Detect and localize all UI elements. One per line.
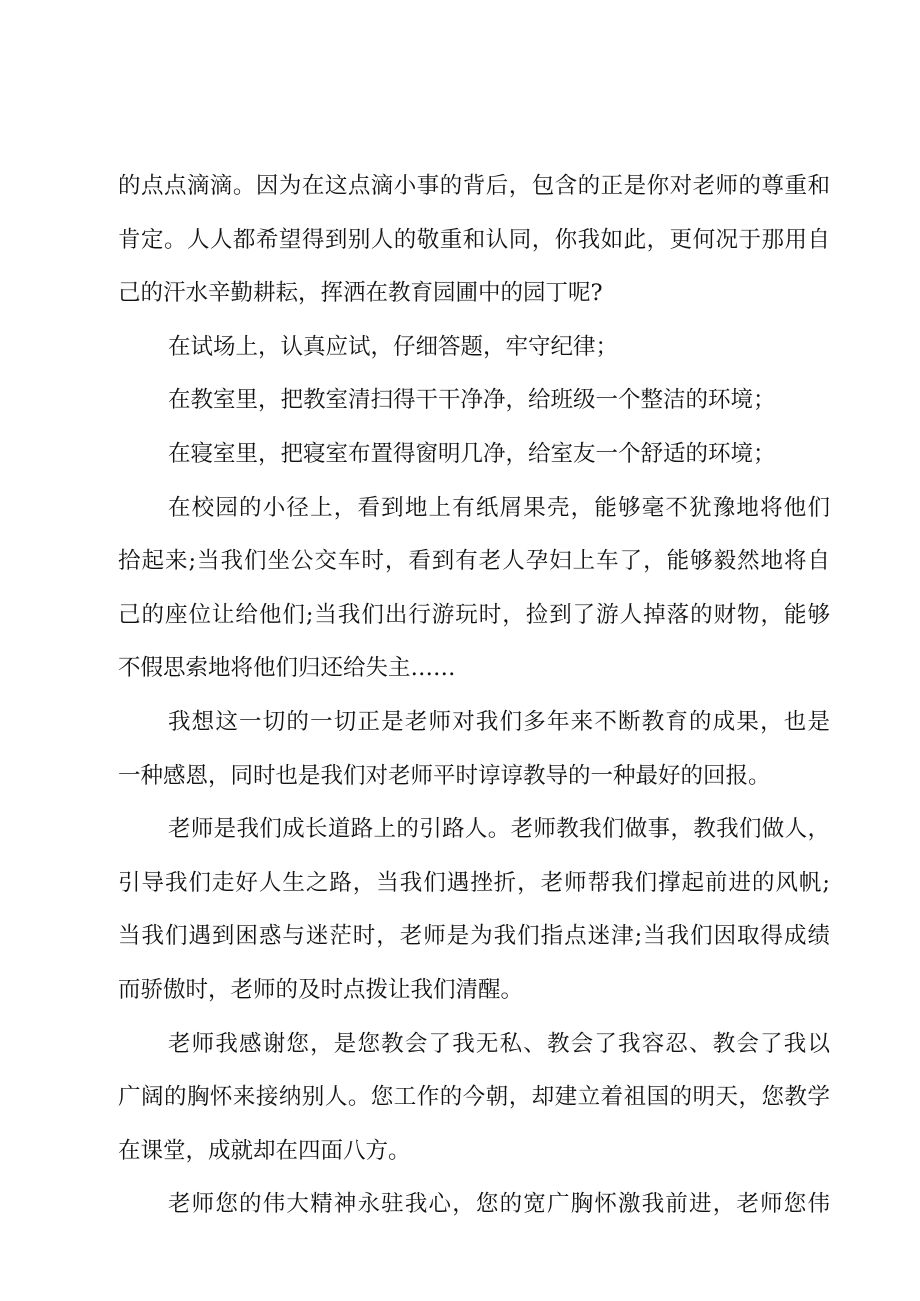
text-line: 的点点滴滴。因为在这点滴小事的背后，包含的正是你对老师的尊重和 (118, 173, 830, 199)
text-line: 肯定。人人都希望得到别人的敬重和认同，你我如此，更何况于那用自 (118, 226, 830, 253)
text-line: 己的座位让给他们;当我们出行游玩时，捡到了游人掉落的财物，能够 (118, 601, 830, 628)
text-line: 在校园的小径上，看到地上有纸屑果壳，能够毫不犹豫地将他们 (168, 494, 830, 521)
text-line: 当我们遇到困惑与迷茫时，老师是为我们指点迷津;当我们因取得成绩 (118, 923, 830, 950)
text-line: 我想这一切的一切正是老师对我们多年来不断教育的成果，也是 (168, 708, 830, 735)
text-line: 在寝室里，把寝室布置得窗明几净，给室友一个舒适的环境； (168, 440, 776, 467)
text-line: 一种感恩，同时也是我们对老师平时谆谆教导的一种最好的回报。 (118, 762, 771, 789)
text-line: 而骄傲时，老师的及时点拨让我们清醒。 (118, 976, 524, 1003)
text-line: 广阔的胸怀来接纳别人。您工作的今朝，却建立着祖国的明天，您教学 (118, 1084, 830, 1111)
text-line: 引导我们走好人生之路，当我们遇挫折，老师帮我们撑起前进的风帆; (118, 869, 830, 896)
text-line: 在课堂，成就却在四面八方。 (118, 1137, 411, 1164)
text-line: 不假思索地将他们归还给失主…… (118, 655, 456, 682)
text-line: 老师是我们成长道路上的引路人。老师教我们做事，教我们做人， (168, 816, 830, 843)
text-line: 己的汗水辛勤耕耘，挥洒在教育园圃中的园丁呢? (118, 280, 603, 307)
text-line: 拾起来;当我们坐公交车时，看到有老人孕妇上车了，能够毅然地将自 (118, 548, 830, 575)
text-line: 在试场上，认真应试，仔细答题，牢守纪律； (168, 333, 619, 360)
document-body (118, 163, 830, 1235)
text-line: 老师您的伟大精神永驻我心，您的宽广胸怀激我前进，老师您伟 (168, 1191, 830, 1218)
text-line: 老师我感谢您，是您教会了我无私、教会了我容忍、教会了我以 (168, 1030, 830, 1057)
text-line: 在教室里，把教室清扫得干干净净，给班级一个整洁的环境； (168, 387, 776, 414)
